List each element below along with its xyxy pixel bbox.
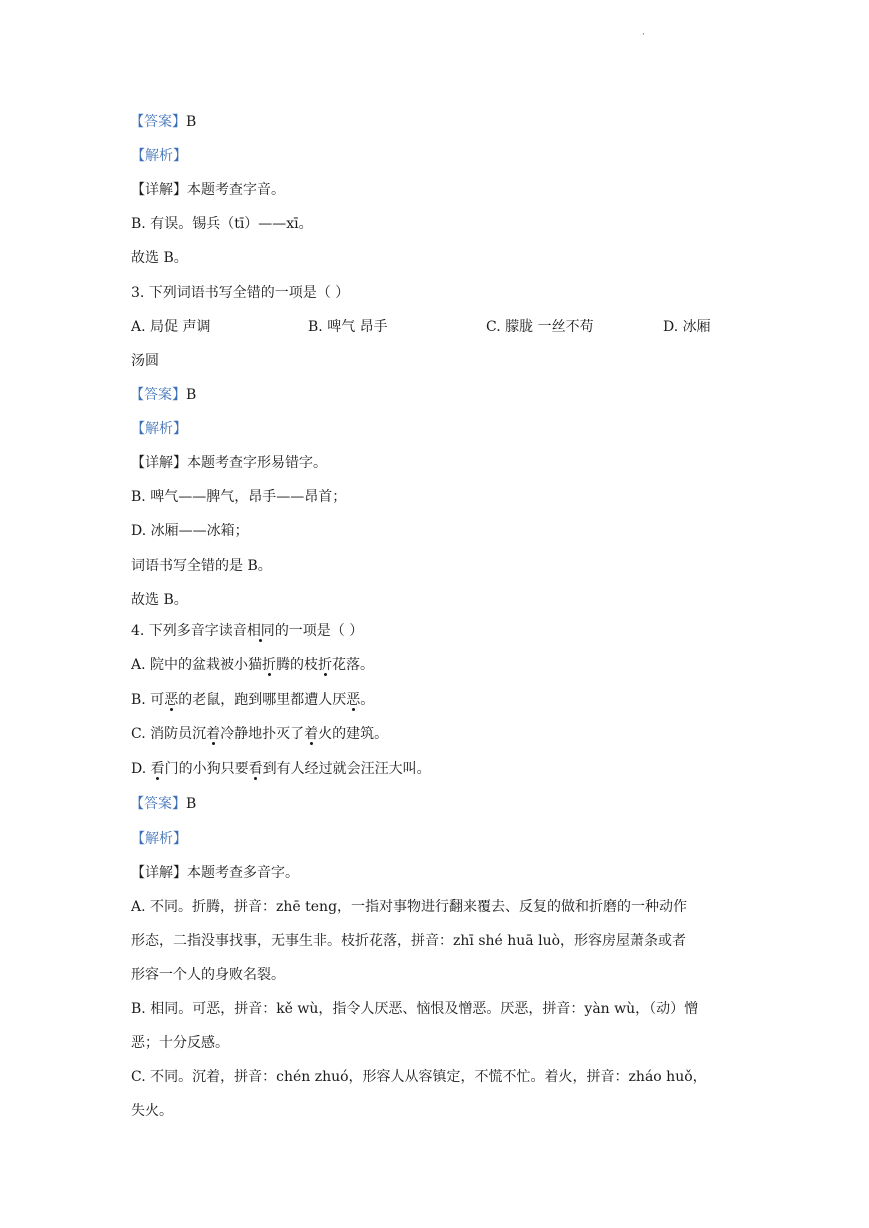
detail-line: 【详解】本题考查字形易错字。 — [131, 455, 327, 471]
analysis-label: 【解析】 — [131, 831, 187, 847]
option-c: C. 朦胧 一丝不苟 — [486, 319, 594, 335]
option-d: D. 冰厢 — [663, 319, 711, 335]
explanation-line: D. 冰厢——冰箱； — [131, 523, 249, 539]
detail-line: 【详解】本题考查字音。 — [131, 182, 285, 198]
question-4-option-d: D. 看门的小狗只要看到有人经过就会汪汪大叫。 — [131, 761, 431, 777]
explanation-line: 形容一个人的身败名裂。 — [131, 967, 285, 983]
question-3-options — [131, 317, 711, 337]
explanation-line: 词语书写全错的是 B。 — [131, 558, 272, 574]
choose-line: 故选 B。 — [131, 592, 188, 608]
explanation-line: C. 不同。沉着，拼音：chén zhuó，形容人从容镇定，不慌不忙。着火，拼音：zháo huǒ， — [131, 1069, 707, 1085]
question-4-option-b: B. 可恶的老鼠，跑到哪里都遭人厌恶。 — [131, 692, 375, 708]
explanation-line: A. 不同。折腾，拼音：zhē teng，一指对事物进行翻来覆去、反复的做和折磨的一种动作 — [131, 899, 688, 915]
option-a: A. 局促 声调 — [131, 319, 211, 335]
explanation-line: B. 啤气——脾气，昂手——昂首； — [131, 489, 347, 505]
answer-line: 【答案】B — [130, 114, 197, 130]
question-4-option-a: A. 院中的盆栽被小猫折腾的枝折花落。 — [131, 657, 375, 673]
option-b: B. 啤气 昂手 — [308, 319, 388, 335]
explanation-line: 形态，二指没事找事，无事生非。枝折花落，拼音：zhī shé huā luò，形容房屋萧条或者 — [131, 933, 687, 949]
answer-line: 【答案】B — [130, 796, 197, 812]
analysis-label: 【解析】 — [131, 421, 187, 437]
question-4-option-c: C. 消防员沉着冷静地扑灭了着火的建筑。 — [131, 726, 389, 742]
page-mark: · — [642, 30, 645, 40]
question-3-stem: 3. 下列词语书写全错的一项是（ ） — [131, 285, 350, 301]
option-d-continued: 汤圆 — [131, 353, 159, 369]
detail-line: 【详解】本题考查多音字。 — [131, 865, 299, 881]
explanation-line: 恶；十分反感。 — [131, 1035, 229, 1051]
explanation-line: B. 相同。可恶，拼音：kě wù，指令人厌恶、恼恨及憎恶。厌恶，拼音：yàn wù，（动）憎 — [131, 1001, 699, 1017]
explanation-line: 失火。 — [131, 1103, 173, 1119]
analysis-label: 【解析】 — [131, 148, 187, 164]
answer-line: 【答案】B — [130, 387, 197, 403]
question-4-stem: 4. 下列多音字读音相同的一项是（ ） — [131, 623, 364, 639]
choose-line: 故选 B。 — [131, 250, 188, 266]
explanation-line: B. 有误。锡兵（tī）——xī。 — [131, 216, 313, 232]
